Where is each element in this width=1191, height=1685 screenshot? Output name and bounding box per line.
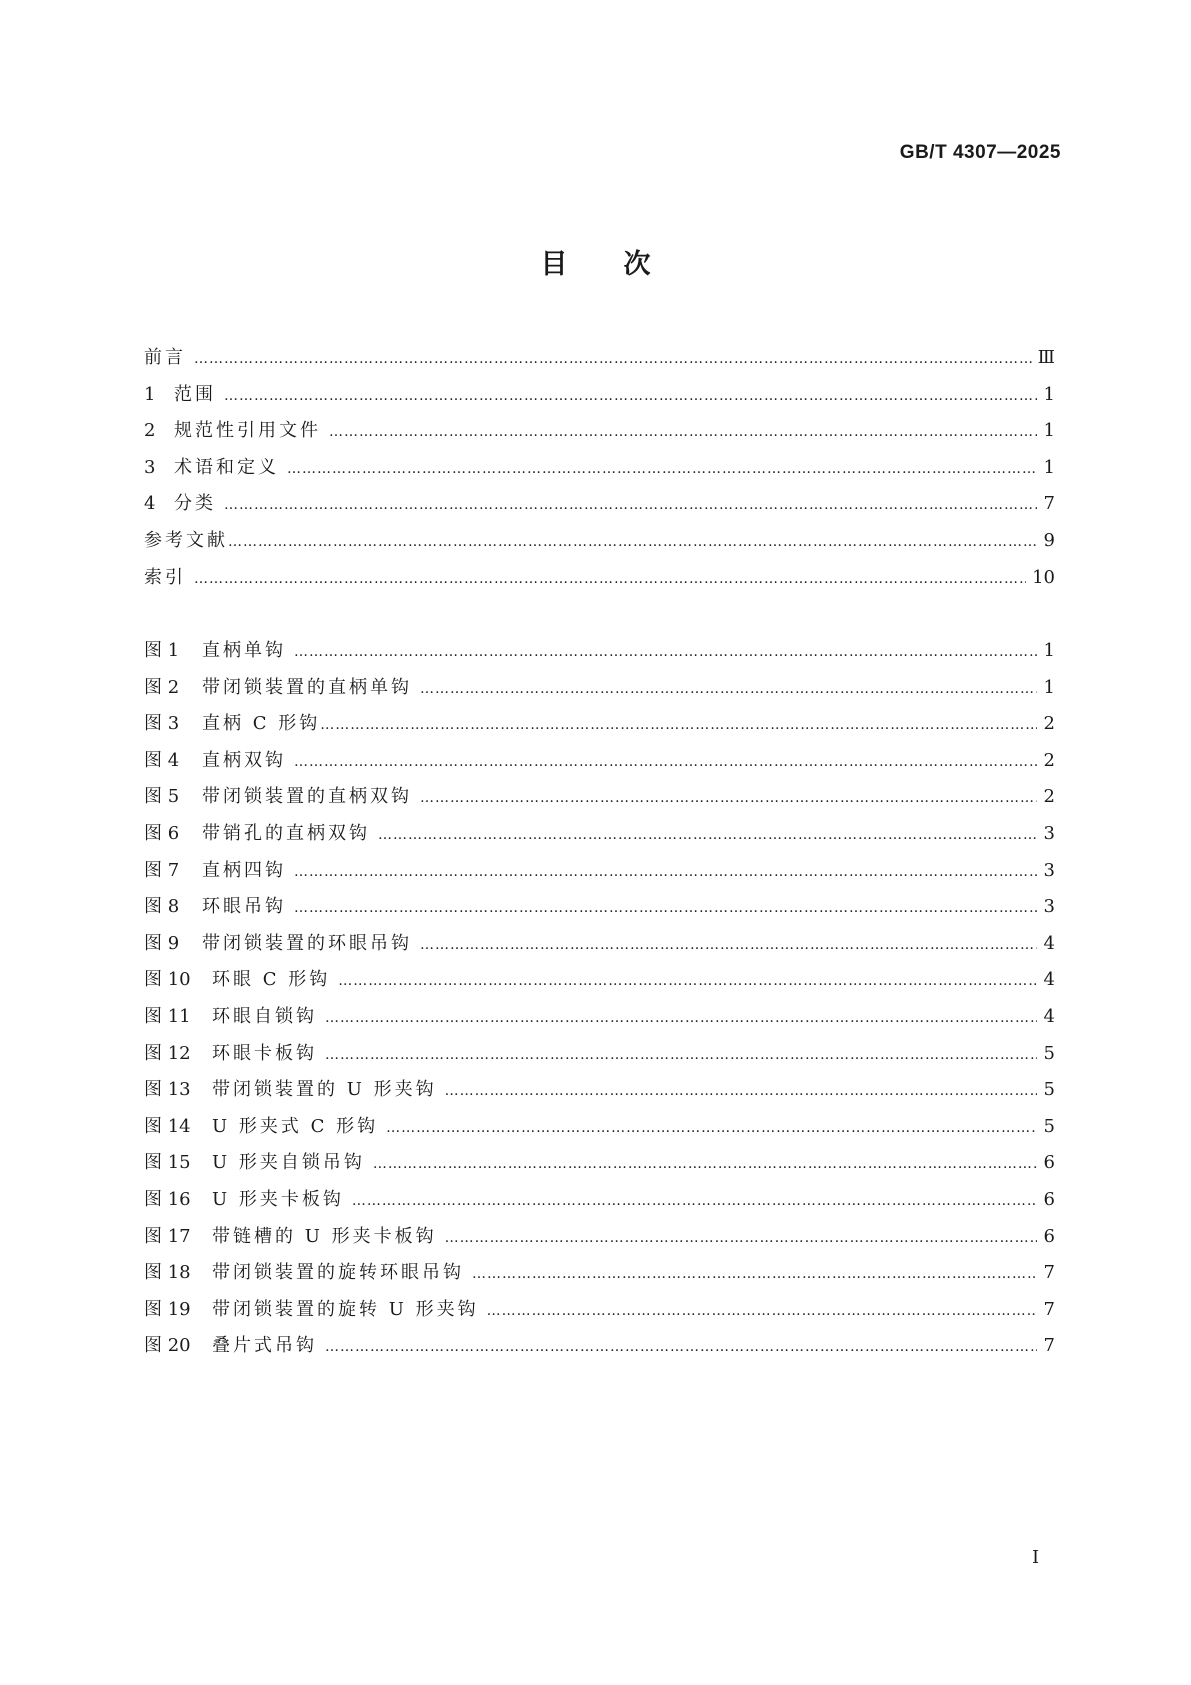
figure-page: 7: [1043, 1335, 1055, 1357]
dot-leader: [352, 1183, 1037, 1220]
figure-number: 图 3: [144, 713, 180, 735]
figure-page: 2: [1043, 786, 1055, 808]
figure-number: 图 13: [144, 1079, 191, 1101]
dot-leader: [420, 780, 1037, 817]
dot-leader: [325, 1000, 1037, 1037]
figure-title: 带闭锁装置的直柄双钩: [202, 786, 412, 808]
toc-entry-page: 10: [1032, 566, 1055, 588]
toc-figure-entry[interactable]: [144, 706, 1055, 743]
toc-entry[interactable]: [144, 523, 1055, 560]
figure-number: 图 4: [144, 749, 180, 771]
toc-figures: [144, 633, 1055, 1365]
toc-figure-entry[interactable]: [144, 1219, 1055, 1256]
dot-leader: [294, 634, 1037, 671]
toc-figure-entry[interactable]: [144, 1182, 1055, 1219]
toc-figure-entry[interactable]: [144, 1292, 1055, 1329]
dot-leader: [420, 671, 1037, 708]
dot-leader: [373, 1146, 1037, 1183]
figure-title: 直柄 C 形钩: [202, 713, 321, 735]
toc-entry-title: 术语和定义: [174, 456, 279, 478]
page-title: 目次: [540, 249, 707, 280]
toc-figure-entry[interactable]: [144, 962, 1055, 999]
dot-leader: [329, 414, 1037, 451]
toc-entry[interactable]: [144, 340, 1055, 377]
figure-page: 3: [1043, 822, 1055, 844]
toc-entry-title: 规范性引用文件: [174, 420, 321, 442]
figure-page: 7: [1043, 1262, 1055, 1284]
figure-page: 6: [1043, 1188, 1055, 1210]
page-number: I: [1032, 1547, 1040, 1568]
dot-leader: [294, 744, 1037, 781]
toc-figure-entry[interactable]: [144, 1072, 1055, 1109]
figure-title: 环眼卡板钩: [212, 1042, 317, 1064]
toc-figure-entry[interactable]: [144, 1109, 1055, 1146]
figure-title: 带销孔的直柄双钩: [202, 822, 370, 844]
figure-title: 叠片式吊钩: [212, 1335, 317, 1357]
toc-sections: [144, 340, 1055, 596]
toc-entry[interactable]: [144, 450, 1055, 487]
dot-leader: [287, 451, 1037, 488]
toc-figure-entry[interactable]: [144, 779, 1055, 816]
figure-number: 图 20: [144, 1335, 191, 1357]
figure-title: 直柄双钩: [202, 749, 286, 771]
figure-page: 6: [1043, 1225, 1055, 1247]
dot-leader: [472, 1256, 1037, 1293]
figure-title: 直柄单钩: [202, 640, 286, 661]
toc-entry-number: 3: [144, 456, 156, 478]
dot-leader: [294, 854, 1037, 891]
figure-number: 图 17: [144, 1225, 191, 1247]
toc-figure-entry[interactable]: [144, 926, 1055, 963]
toc-entry-number: 4: [144, 493, 156, 515]
toc-entry-title: 参考文献: [144, 529, 228, 551]
figure-number: 图 8: [144, 896, 180, 918]
toc-figure-entry[interactable]: [144, 743, 1055, 780]
figure-number: 图 16: [144, 1188, 191, 1210]
figure-number: 图 11: [144, 1005, 191, 1027]
dot-leader: [224, 378, 1037, 415]
figure-title: 环眼自锁钩: [212, 1005, 317, 1027]
dot-leader: [194, 561, 1026, 598]
figure-title: 环眼吊钩: [202, 896, 286, 918]
figure-page: 6: [1043, 1152, 1055, 1174]
toc-figure-entry[interactable]: [144, 1328, 1055, 1365]
toc-entry-page: 1: [1043, 420, 1055, 442]
figure-number: 图 9: [144, 932, 180, 954]
toc-figure-entry[interactable]: [144, 1145, 1055, 1182]
figure-page: 4: [1043, 932, 1055, 954]
figure-page: 5: [1043, 1079, 1055, 1101]
toc-entry-page: 9: [1043, 529, 1055, 551]
dot-leader: [420, 927, 1037, 964]
figure-number: 图 7: [144, 859, 180, 881]
toc-entry-number: 2: [144, 420, 156, 442]
toc-figure-entry[interactable]: [144, 1255, 1055, 1292]
figure-page: 5: [1043, 1042, 1055, 1064]
figure-page: 2: [1043, 713, 1055, 735]
dot-leader: [194, 341, 1032, 378]
figure-page: 4: [1043, 969, 1055, 991]
toc-entry-title: 前言: [144, 347, 186, 368]
toc-entry-page: Ⅲ: [1037, 347, 1055, 368]
figure-number: 图 15: [144, 1152, 191, 1174]
dot-leader: [445, 1073, 1037, 1110]
toc-entry-page: 7: [1043, 493, 1055, 515]
toc-entry[interactable]: [144, 486, 1055, 523]
figure-page: 3: [1043, 896, 1055, 918]
figure-title: 带闭锁装置的旋转 U 形夹钩: [212, 1298, 479, 1320]
toc-entry-title: 索引: [144, 566, 186, 588]
toc-figure-entry[interactable]: [144, 670, 1055, 707]
standard-code: GB/T 4307—2025: [899, 142, 1061, 163]
figure-title: 直柄四钩: [202, 859, 286, 881]
toc-figure-entry[interactable]: [144, 633, 1055, 670]
figure-number: 图 5: [144, 786, 180, 808]
figure-number: 图 12: [144, 1042, 191, 1064]
toc-figure-entry[interactable]: [144, 999, 1055, 1036]
figure-title: 带闭锁装置的直柄单钩: [202, 676, 412, 698]
toc-entry-title: 分类: [174, 493, 216, 515]
figure-page: 5: [1043, 1115, 1055, 1137]
toc-entry-title: 范围: [174, 383, 216, 405]
toc-figure-entry[interactable]: [144, 816, 1055, 853]
toc-entry-number: 1: [144, 383, 156, 405]
figure-number: 图 14: [144, 1115, 191, 1137]
figure-page: 1: [1043, 640, 1055, 661]
figure-title: U 形夹卡板钩: [212, 1188, 344, 1210]
dot-leader: [224, 487, 1037, 524]
figure-title: 带链槽的 U 形夹卡板钩: [212, 1225, 437, 1247]
dot-leader: [325, 1037, 1037, 1074]
dot-leader: [325, 1329, 1037, 1366]
figure-number: 图 19: [144, 1298, 191, 1320]
figure-page: 2: [1043, 749, 1055, 771]
dot-leader: [338, 963, 1037, 1000]
figure-number: 图 6: [144, 822, 180, 844]
dot-leader: [378, 817, 1037, 854]
figure-page: 1: [1043, 676, 1055, 698]
toc-figure-entry[interactable]: [144, 889, 1055, 926]
toc-entry-page: 1: [1043, 456, 1055, 478]
figure-page: 4: [1043, 1005, 1055, 1027]
dot-leader: [445, 1220, 1037, 1257]
figure-title: 环眼 C 形钩: [212, 969, 331, 991]
figure-title: 带闭锁装置的 U 形夹钩: [212, 1079, 437, 1101]
dot-leader: [320, 707, 1037, 744]
dot-leader: [228, 524, 1037, 561]
figure-number: 图 1: [144, 640, 180, 661]
toc-figure-entry[interactable]: [144, 1036, 1055, 1073]
figure-number: 图 2: [144, 676, 180, 698]
figure-page: 3: [1043, 859, 1055, 881]
toc-entry[interactable]: [144, 413, 1055, 450]
figure-number: 图 18: [144, 1262, 191, 1284]
figure-title: U 形夹式 C 形钩: [212, 1115, 379, 1137]
figure-title: 带闭锁装置的环眼吊钩: [202, 932, 412, 954]
figure-number: 图 10: [144, 969, 191, 991]
toc-entry[interactable]: [144, 560, 1055, 597]
toc-entry-page: 1: [1043, 383, 1055, 405]
figure-page: 7: [1043, 1298, 1055, 1320]
dot-leader: [386, 1110, 1037, 1147]
figure-title: 带闭锁装置的旋转环眼吊钩: [212, 1262, 464, 1284]
dot-leader: [487, 1293, 1037, 1330]
toc-figure-entry[interactable]: [144, 853, 1055, 890]
figure-title: U 形夹自锁吊钩: [212, 1152, 365, 1174]
dot-leader: [294, 890, 1037, 927]
toc-entry[interactable]: [144, 377, 1055, 414]
